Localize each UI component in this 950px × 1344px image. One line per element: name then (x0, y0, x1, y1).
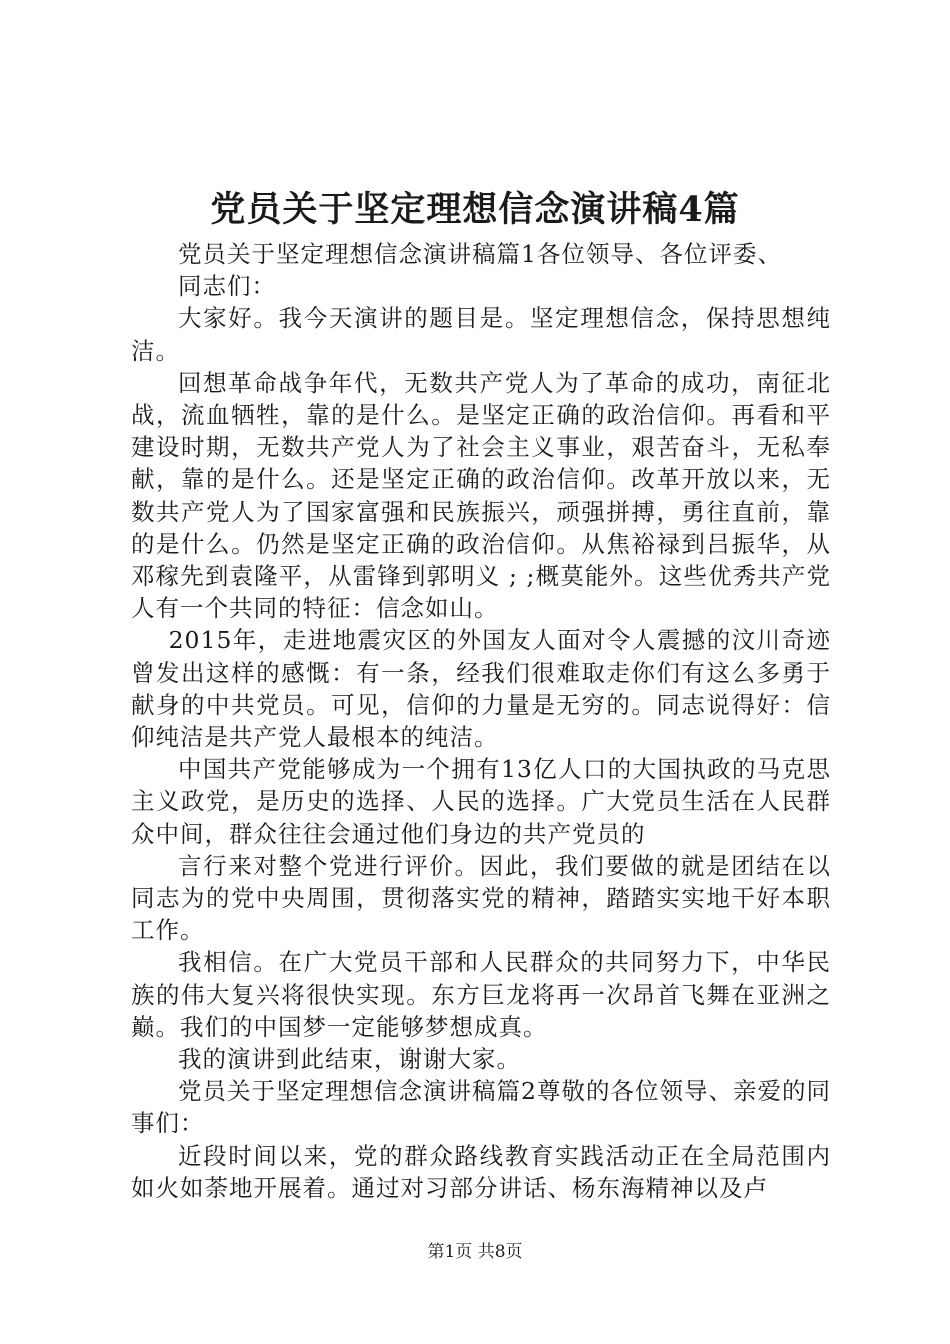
paragraph-2: 同志们： (178, 272, 276, 301)
paragraph-11: 近段时间以来，党的群众路线教育实践活动正在全局范围内如火如荼地开展着。通过对习部分讲话、杨东海精神以及卢 (131, 1141, 831, 1202)
page-number: 第1页 共8页 (427, 1242, 523, 1262)
paragraph-3: 大家好。我今天演讲的题目是。坚定理想信念，保持思想纯洁。 (131, 304, 831, 365)
document-title: 党员关于坚定理想信念演讲稿4篇 (210, 189, 740, 230)
paragraph-4: 回想革命战争年代，无数共产党人为了革命的成功，南征北战，流血牺牲，靠的是什么。是坚定正确的政治信仰。再看和平建设时期，无数共产党人为了社会主义事业，艰苦奋斗，无私奉献，靠的是什么。还是坚定正确的政治信仰。改革开放以来，无数共产党人为了国家富强和民族振兴，顽强拼搏，勇往直前，靠的是什么。仍然是坚定正确的政治信仰。从焦裕禄到吕振华，从邓稼先到袁隆平，从雷锋到郭明义 ; ;概莫能外。这些优秀共产党人有一个共同的特征：信念如山。 (131, 368, 831, 623)
paragraph-6: 中国共产党能够成为一个拥有13亿人口的大国执政的马克思主义政党，是历史的选择、人民的选择。广大党员生活在人民群众中间，群众往往会通过他们身边的共产党员的 (131, 755, 831, 848)
paragraph-10: 党员关于坚定理想信念演讲稿篇2尊敬的各位领导、亲爱的同事们： (131, 1077, 831, 1138)
document-body (131, 238, 831, 1204)
paragraph-1: 党员关于坚定理想信念演讲稿篇1各位领导、各位评委、 (178, 240, 782, 268)
paragraph-8: 我相信。在广大党员干部和人民群众的共同努力下，中华民族的伟大复兴将很快实现。东方巨龙将再一次昂首飞舞在亚洲之巅。我们的中国梦一定能够梦想成真。 (131, 948, 831, 1041)
paragraph-9: 我的演讲到此结束，谢谢大家。 (178, 1045, 521, 1074)
paragraph-7: 言行来对整个党进行评价。因此，我们要做的就是团结在以同志为的党中央周围，贯彻落实党的精神，踏踏实实地干好本职工作。 (131, 851, 831, 945)
paragraph-5: 2015年，走进地震灾区的外国友人面对令人震撼的汶川奇迹曾发出这样的感慨：有一条，经我们很难取走你们有这么多勇于献身的中共党员。可见，信仰的力量是无穷的。同志说得好：信仰纯洁是共产党人最根本的纯洁。 (131, 626, 831, 752)
